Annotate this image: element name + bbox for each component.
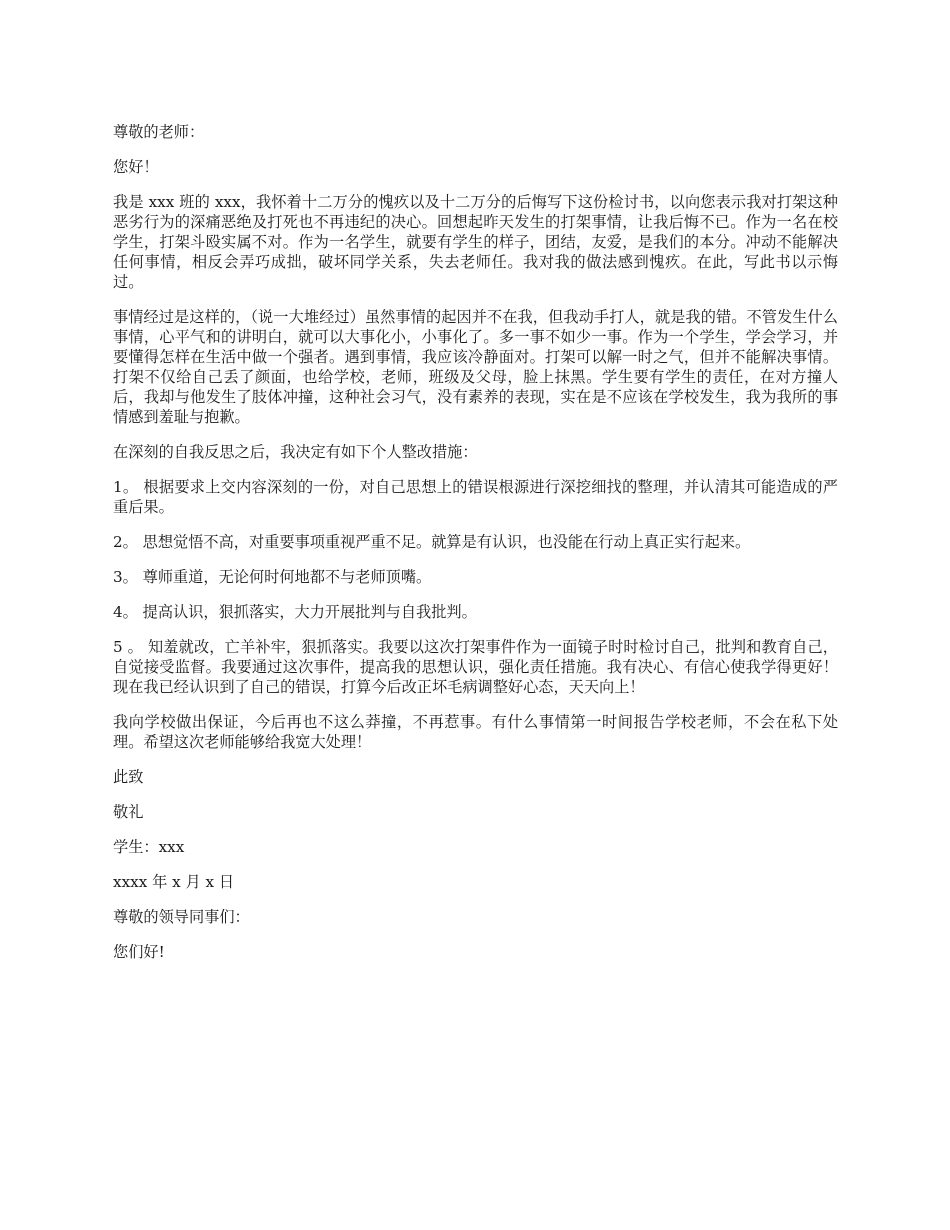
measure-item-3: 3。 尊师重道，无论何时何地都不与老师顶嘴。	[113, 568, 432, 586]
measure-item-2: 2。 思想觉悟不高，对重要事项重视严重不足。就算是有认识，也没能在行动上真正实行起来。	[113, 533, 751, 551]
letter-paragraph-account: 事情经过是这样的，（说一大堆经过）虽然事情的起因并不在我，但我动手打人，就是我的错。不管发生什么事情，心平气和的讲明白，就可以大事化小，小事化了。多一事不如少一事。作为一个学生，学会学习，并要懂得怎样在生活中做一个强者。遇到事情，我应该冷静面对。打架可以解一时之气，但并不能解决事情。打架不仅给自己丢了颜面，也给学校，老师，班级及父母，脸上抹黑。学生要有学生的责任，在对方撞人后，我却与他发生了肢体冲撞，这种社会习气，没有素养的表现，实在是不应该在学校发生，我为我所的事情感到羞耻与抱歉。	[113, 308, 838, 426]
measure-item-1: 1。 根据要求上交内容深刻的一份，对自己思想上的错误根源进行深挖细找的整理，并认清其可能造成的严重后果。	[113, 478, 838, 516]
letter-signature: 学生：xxx	[113, 838, 185, 856]
letter-greeting: 您好！	[113, 158, 159, 176]
letter-pledge: 我向学校做出保证，今后再也不这么莽撞，不再惹事。有什么事情第一时间报告学校老师，不会在私下处理。希望这次老师能够给我宽大处理！	[113, 713, 838, 751]
letter-paragraph-intro: 我是 xxx 班的 xxx，我怀着十二万分的愧疚以及十二万分的后悔写下这份检讨书，以向您表示我对打架这种恶劣行为的深痛恶绝及打死也不再违纪的决心。回想起昨天发生的打架事情，让我后悔不已。作为一名在校学生，打架斗殴实属不对。作为一名学生，就要有学生的样子，团结，友爱，是我们的本分。冲动不能解决任何事情，相反会弄巧成拙，破坏同学关系，失去老师任。我对我的做法感到愧疚。在此，写此书以示悔过。	[113, 193, 838, 291]
document-page	[113, 122, 838, 977]
measure-item-4: 4。 提高认识，狠抓落实，大力开展批判与自我批判。	[113, 603, 477, 621]
letter-paragraph-reflection: 在深刻的自我反思之后，我决定有如下个人整改措施：	[113, 443, 478, 461]
measure-item-5: 5 。 知羞就改，亡羊补牢，狠抓落实。我要以这次打架事件作为一面镜子时时检讨自己，批判和教育自己，自觉接受监督。我要通过这次事件，提高我的思想认识，强化责任措施。我有决心、有信心使我学得更好！ 现在我已经认识到了自己的错误，打算今后改正坏毛病调整好心态，天天向上！	[113, 638, 838, 696]
letter-closing-1: 此致	[113, 768, 144, 786]
second-letter-salutation: 尊敬的领导同事们：	[113, 908, 250, 926]
letter-date: xxxx 年 x 月 x 日	[113, 873, 235, 891]
letter-closing-2: 敬礼	[113, 803, 144, 821]
letter-salutation: 尊敬的老师：	[113, 123, 205, 141]
second-letter-greeting: 您们好!	[113, 943, 165, 961]
